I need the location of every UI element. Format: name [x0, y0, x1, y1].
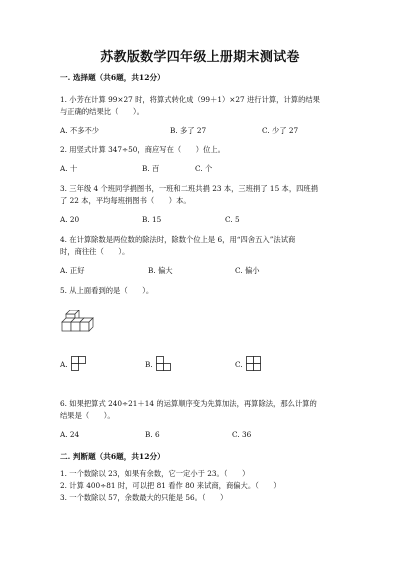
question-4-option-b: B. 偏大	[148, 266, 173, 275]
question-5-option-b	[145, 356, 172, 372]
question-1-text-line1: 1. 小芳在计算 99×27 时，将算式转化成（99＋1）×27 进行计算，计算的结果	[60, 95, 320, 104]
question-6-option-b: B. 6	[145, 430, 160, 439]
question-1-option-a: A. 不多不少	[60, 126, 100, 135]
view-a-icon	[71, 356, 87, 372]
question-1-option-b: B. 多了 27	[170, 126, 207, 135]
question-4-option-c: C. 偏小	[235, 266, 260, 275]
judgement-3-text: 3. 一个数除以 57，余数最大的只能是 56。（ ）	[60, 493, 228, 502]
question-4-text-line2: 时，商往往（ ）。	[60, 247, 130, 256]
section-heading-choice: 一. 选择题（共6题，共12分）	[60, 73, 165, 82]
question-2-option-b: B. 百	[142, 164, 160, 173]
question-4-text-line1: 4. 在计算除数是两位数的除法时，除数个位上是 6，用“四舍五入”法试商	[60, 235, 296, 244]
judgement-1-text: 1. 一个数除以 23，如果有余数，它一定小于 23。（ ）	[60, 469, 250, 478]
question-5-option-c-label: C.	[235, 359, 243, 369]
question-2-option-c: C. 个	[195, 164, 213, 173]
view-c-icon	[246, 356, 262, 372]
question-3-text-line1: 3. 三年级 4 个班同学捐图书，一班和二班共捐 23 本，三班捐了 15 本，四班捐	[60, 184, 319, 193]
section-heading-judgement: 二. 判断题（共6题，共12分）	[60, 452, 165, 461]
question-4-option-a: A. 正好	[60, 266, 85, 275]
question-3-option-c: C. 5	[225, 215, 240, 224]
question-6-option-a: A. 24	[60, 430, 80, 439]
question-5-option-c	[235, 356, 262, 372]
cube-stack-figure	[60, 310, 94, 332]
question-1-text-line2: 与正确的结果比（ ）。	[60, 107, 144, 116]
question-6-option-c: C. 36	[232, 430, 252, 439]
view-b-icon	[156, 356, 172, 372]
question-5-option-a-label: A.	[60, 359, 68, 369]
question-3-text-line2: 了 22 本，平均每班捐图书（ ）本。	[60, 196, 191, 205]
question-3-option-b: B. 15	[142, 215, 162, 224]
question-5-text-line1: 5. 从上面看到的是（ ）。	[60, 286, 154, 295]
page-title: 苏教版数学四年级上册期末测试卷	[100, 50, 300, 65]
question-6-text-line1: 6. 如果把算式 240÷21＋14 的运算顺序变为先算加法，再算除法，那么计算的	[60, 399, 317, 408]
question-2-text-line1: 2. 用竖式计算 347÷50，商应写在（ ）位上。	[60, 145, 225, 154]
question-5-option-a	[60, 356, 87, 372]
question-5-option-b-label: B.	[145, 359, 153, 369]
question-1-option-c: C. 少了 27	[262, 126, 299, 135]
judgement-2-text: 2. 计算 400÷81 时，可以把 81 看作 80 来试商，商偏大。（ ）	[60, 481, 281, 490]
question-3-option-a: A. 20	[60, 215, 80, 224]
question-2-option-a: A. 十	[60, 164, 78, 173]
question-6-text-line2: 结果是（ ）。	[60, 411, 115, 420]
